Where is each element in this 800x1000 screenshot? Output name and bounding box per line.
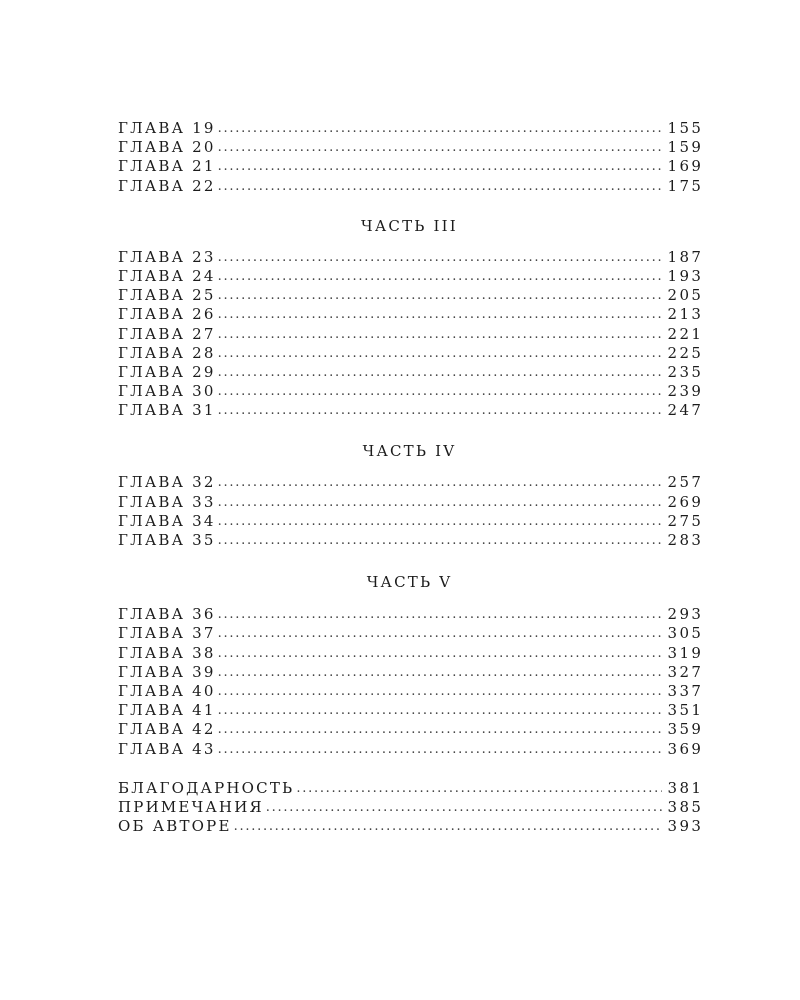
toc-entry[interactable] <box>118 701 704 720</box>
toc-entry-page: 155 <box>667 119 704 137</box>
toc-entry[interactable] <box>118 138 704 157</box>
toc-entry-title: ГЛАВА 26 <box>118 305 216 324</box>
toc-entry[interactable] <box>118 605 704 624</box>
toc-entry-title: ГЛАВА 27 <box>118 324 216 343</box>
dot-leader <box>218 363 662 382</box>
dot-leader <box>218 605 662 624</box>
dot-leader <box>218 624 662 643</box>
toc-entry-page: 235 <box>667 362 704 381</box>
toc-entry[interactable] <box>118 797 704 817</box>
toc-entry-page: 385 <box>667 797 704 816</box>
toc-entry-page: 187 <box>667 247 704 266</box>
toc-entry[interactable] <box>118 324 704 344</box>
dot-leader <box>218 473 662 492</box>
toc-entry-title: ГЛАВА 30 <box>118 382 216 401</box>
toc-group-part3 <box>118 247 704 421</box>
toc-entry-page: 393 <box>667 817 704 836</box>
toc-entry[interactable] <box>118 305 704 324</box>
toc-entry[interactable] <box>118 401 704 420</box>
dot-leader <box>218 382 662 401</box>
toc-entry-title: ГЛАВА 22 <box>118 176 216 195</box>
toc-entry-title: ОБ АВТОРЕ <box>118 817 232 836</box>
toc-group-part5 <box>118 605 704 759</box>
dot-leader <box>218 157 662 176</box>
toc-entry-page: 275 <box>667 511 704 530</box>
toc-entry-page: 193 <box>667 266 704 285</box>
toc-entry-page: 169 <box>667 157 704 176</box>
dot-leader <box>218 663 662 682</box>
toc-entry[interactable] <box>118 531 704 550</box>
toc-entry[interactable] <box>118 624 704 643</box>
dot-leader <box>218 682 662 701</box>
toc-entry-title: ГЛАВА 43 <box>118 739 216 758</box>
toc-entry-title: ГЛАВА 32 <box>118 473 216 492</box>
toc-entry[interactable] <box>118 157 704 176</box>
dot-leader <box>218 138 662 157</box>
toc-group-part2-tail <box>118 119 704 196</box>
toc-entry-page: 337 <box>667 681 704 700</box>
toc-entry-page: 213 <box>667 305 704 324</box>
toc-entry[interactable] <box>118 511 704 531</box>
toc-entry-title: ГЛАВА 35 <box>118 531 216 549</box>
dot-leader <box>218 701 662 720</box>
dot-leader <box>218 531 662 550</box>
dot-leader <box>218 512 662 531</box>
dot-leader <box>218 493 662 512</box>
toc-entry-title: ГЛАВА 21 <box>118 157 216 176</box>
toc-entry[interactable] <box>118 343 704 363</box>
toc-entry[interactable] <box>118 778 704 798</box>
dot-leader <box>218 740 662 759</box>
toc-entry-page: 305 <box>667 624 704 643</box>
toc-group-part4 <box>118 473 704 550</box>
toc-entry[interactable] <box>118 662 704 682</box>
part-heading-3: ЧАСТЬ III <box>361 216 458 235</box>
toc-entry-page: 159 <box>667 138 704 157</box>
toc-entry[interactable] <box>118 739 704 759</box>
toc-entry[interactable] <box>118 720 704 739</box>
dot-leader <box>218 401 662 420</box>
toc-entry[interactable] <box>118 643 704 663</box>
dot-leader <box>218 305 662 324</box>
toc-entry-title: ГЛАВА 33 <box>118 492 216 511</box>
toc-entry[interactable] <box>118 247 704 267</box>
toc-group-backmatter <box>118 778 704 837</box>
toc-entry-page: 381 <box>667 778 704 797</box>
toc-entry[interactable] <box>118 681 704 701</box>
table-of-contents <box>118 119 704 836</box>
toc-entry[interactable] <box>118 266 704 286</box>
toc-entry-page: 283 <box>667 531 704 549</box>
toc-entry-page: 269 <box>667 492 704 511</box>
dot-leader <box>234 817 662 836</box>
toc-entry-title: ГЛАВА 25 <box>118 286 216 305</box>
dot-leader <box>296 779 661 798</box>
toc-entry-page: 319 <box>667 643 704 662</box>
toc-entry[interactable] <box>118 362 704 382</box>
toc-entry-title: ГЛАВА 41 <box>118 701 216 720</box>
dot-leader <box>266 798 662 817</box>
part-heading-5: ЧАСТЬ V <box>366 573 453 592</box>
toc-entry-title: ГЛАВА 24 <box>118 266 216 285</box>
toc-entry[interactable] <box>118 382 704 401</box>
toc-entry-page: 351 <box>667 701 704 720</box>
dot-leader <box>218 119 662 138</box>
toc-entry-title: ГЛАВА 42 <box>118 720 216 739</box>
toc-entry-title: ГЛАВА 20 <box>118 138 216 157</box>
toc-entry-title: ГЛАВА 40 <box>118 681 216 700</box>
toc-entry-title: ГЛАВА 39 <box>118 662 216 681</box>
toc-entry-title: ГЛАВА 36 <box>118 605 216 624</box>
toc-entry-page: 225 <box>667 343 704 362</box>
dot-leader <box>218 286 662 305</box>
toc-entry-title: БЛАГОДАРНОСТЬ <box>118 778 295 797</box>
toc-entry-title: ГЛАВА 28 <box>118 343 216 362</box>
toc-entry[interactable] <box>118 817 704 836</box>
toc-entry-page: 327 <box>667 662 704 681</box>
toc-entry-title: ГЛАВА 38 <box>118 643 216 662</box>
toc-entry[interactable] <box>118 286 704 305</box>
toc-entry[interactable] <box>118 473 704 492</box>
toc-entry-page: 369 <box>667 739 704 758</box>
toc-entry[interactable] <box>118 119 704 138</box>
part-heading-4: ЧАСТЬ IV <box>362 442 457 461</box>
dot-leader <box>218 325 662 344</box>
toc-entry-title: ГЛАВА 37 <box>118 624 216 643</box>
toc-entry-page: 175 <box>667 176 704 195</box>
toc-entry[interactable] <box>118 176 704 196</box>
toc-entry-title: ГЛАВА 23 <box>118 247 216 266</box>
toc-entry-page: 239 <box>667 382 704 401</box>
toc-entry-title: ГЛАВА 34 <box>118 511 216 530</box>
toc-entry-page: 257 <box>667 473 704 492</box>
toc-entry[interactable] <box>118 492 704 512</box>
dot-leader <box>218 177 662 196</box>
toc-entry-page: 247 <box>667 401 704 420</box>
dot-leader <box>218 248 662 267</box>
toc-entry-page: 293 <box>667 605 704 624</box>
dot-leader <box>218 344 662 363</box>
toc-entry-page: 205 <box>667 286 704 305</box>
toc-entry-title: ГЛАВА 31 <box>118 401 216 420</box>
toc-entry-page: 359 <box>667 720 704 739</box>
toc-entry-title: ПРИМЕЧАНИЯ <box>118 797 264 816</box>
dot-leader <box>218 720 662 739</box>
toc-entry-page: 221 <box>667 324 704 343</box>
dot-leader <box>218 267 662 286</box>
toc-entry-title: ГЛАВА 29 <box>118 362 216 381</box>
toc-entry-title: ГЛАВА 19 <box>118 119 216 137</box>
dot-leader <box>218 644 662 663</box>
